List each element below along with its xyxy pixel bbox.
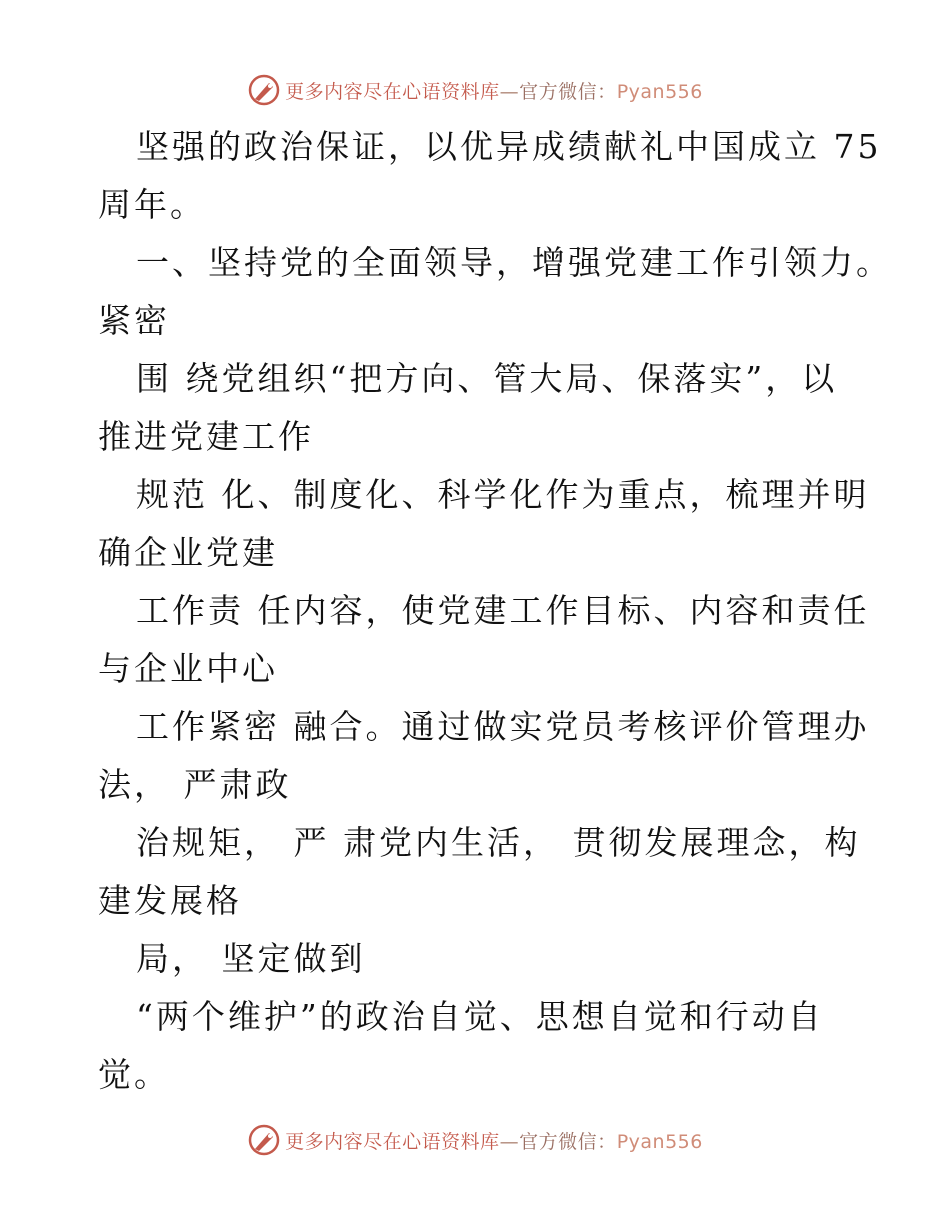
text-line: 与企业中心 — [98, 649, 278, 688]
pen-nib-logo-icon — [247, 1123, 281, 1157]
watermark-wechat-id: Pyan556 — [616, 1130, 703, 1153]
header-watermark — [0, 70, 950, 110]
text-line: 法， 严肃政 — [98, 765, 292, 804]
footer-watermark — [0, 1120, 950, 1160]
text-line: 工作紧密 融合。通过做实党员考核评价管理办 — [136, 707, 870, 746]
text-line: 一、坚持党的全面领导，增强党建工作引领力。 — [136, 243, 892, 282]
watermark-wechat-id: Pyan556 — [616, 80, 703, 103]
watermark-label: 官方微信： — [519, 1130, 617, 1153]
text-line: 工作责 任内容，使党建工作目标、内容和责任 — [136, 591, 870, 630]
watermark-site-text: 更多内容尽在心语资料库 — [285, 80, 500, 103]
pen-nib-logo-icon — [247, 73, 281, 107]
text-line: 建发展格 — [98, 881, 242, 920]
document-body — [98, 118, 892, 1104]
text-line: 治规矩， 严 肃党内生活， 贯彻发展理念，构 — [136, 823, 861, 862]
text-line: 推进党建工作 — [98, 417, 314, 456]
text-line: 觉。 — [98, 1055, 170, 1094]
text-line: 确企业党建 — [98, 533, 278, 572]
text-line: 局， 坚定做到 — [136, 939, 366, 978]
watermark-dash: — — [499, 1130, 520, 1153]
text-line: “两个维护”的政治自觉、思想自觉和行动自 — [136, 997, 824, 1036]
text-line: 周年。 — [98, 185, 206, 224]
watermark-site-text: 更多内容尽在心语资料库 — [285, 1130, 500, 1153]
text-line: 规范 化、制度化、科学化作为重点，梳理并明 — [136, 475, 870, 514]
text-line: 围 绕党组织“把方向、管大局、保落实”，以 — [136, 359, 838, 398]
text-line: 坚强的政治保证，以优异成绩献礼中国成立 75 — [136, 127, 882, 166]
watermark-label: 官方微信： — [519, 80, 617, 103]
watermark-dash: — — [499, 80, 520, 103]
text-line: 紧密 — [98, 301, 170, 340]
